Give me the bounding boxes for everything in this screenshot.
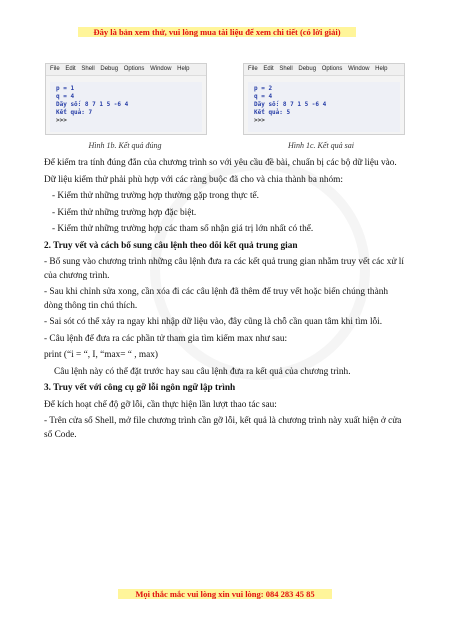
menu-window[interactable]: Window <box>150 66 172 72</box>
paragraph: - Trên cửa sổ Shell, mở file chương trình cần gỡ lỗi, kết quả là chương trình này xuất hiện ở cửa sổ Code. <box>44 416 402 440</box>
shell-output <box>50 82 202 132</box>
section-heading: 2. Truy vết và cách bổ sung câu lệnh theo dõi kết quả trung gian <box>44 240 298 251</box>
menu-shell[interactable]: Shell <box>279 66 293 72</box>
menu-help[interactable]: Help <box>375 66 388 72</box>
menu-help[interactable]: Help <box>177 66 190 72</box>
code-line: print (“i = “, I, “max= “ , max) <box>44 350 159 360</box>
menu-file[interactable]: File <box>50 66 60 72</box>
menu-shell[interactable]: Shell <box>81 66 95 72</box>
contact-banner: Mọi thắc mắc vui lòng xin vui lòng: 084 283 45 85 <box>118 589 332 599</box>
output-line: Dãy số: 8 7 1 5 -6 4 <box>56 101 129 108</box>
menu-file[interactable]: File <box>248 66 258 72</box>
shell-menubar <box>244 64 404 76</box>
output-line: Dãy số: 8 7 1 5 -6 4 <box>254 101 327 108</box>
menu-debug[interactable]: Debug <box>298 66 317 72</box>
shell-window-correct <box>45 63 207 135</box>
menu-edit[interactable]: Edit <box>263 66 274 72</box>
menu-options[interactable]: Options <box>123 66 145 72</box>
shell-prompt: >>> <box>254 117 265 124</box>
paragraph: - Sai sót có thể xảy ra ngay khi nhập dữ liệu vào, đây cũng là chỗ cần quan tâm khi tìm lỗi. <box>44 317 383 327</box>
menu-options[interactable]: Options <box>321 66 343 72</box>
paragraph: - Bổ sung vào chương trình những câu lệnh đưa ra các kết quả trung gian nhằm truy vết các xử lí của chương trình. <box>44 257 404 281</box>
section-heading: 3. Truy vết với công cụ gỡ lỗi ngôn ngữ lập trình <box>44 383 236 393</box>
output-line: p = 1 <box>56 85 75 92</box>
paragraph: Để kiểm tra tính đúng đắn của chương trình so với yêu cầu đề bài, chuẩn bị các bộ dữ liệu vào. <box>44 158 397 168</box>
menu-edit[interactable]: Edit <box>65 66 76 72</box>
menu-window[interactable]: Window <box>348 66 370 72</box>
figure-caption-wrong: Hình 1c. Kết quả sai <box>288 141 354 150</box>
shell-output <box>248 82 400 132</box>
output-line: q = 4 <box>254 93 273 100</box>
output-line: Kết quả: 7 <box>56 109 93 116</box>
menu-debug[interactable]: Debug <box>100 66 119 72</box>
shell-prompt: >>> <box>56 117 67 124</box>
paragraph: Để kích hoạt chế độ gỡ lỗi, cần thực hiện lần lượt thao tác sau: <box>44 399 277 410</box>
paragraph: - Sau khi chỉnh sửa xong, cần xóa đi các câu lệnh đã thêm để truy vết hoặc biến chúng thành dòng thông tin chú thích. <box>44 287 389 311</box>
bullet-item: - Kiểm thử những trường hợp các tham số nhận giá trị lớn nhất có thể. <box>52 224 314 234</box>
output-line: p = 2 <box>254 85 273 92</box>
shell-menubar <box>46 64 206 76</box>
paragraph: Câu lệnh này có thể đặt trước hay sau câu lệnh đưa ra kết quả của chương trình. <box>54 366 351 377</box>
preview-banner: Đây là bản xem thử, vui lòng mua tài liệu để xem chi tiết (có lời giải) <box>78 27 356 37</box>
figure-caption-correct: Hình 1b. Kết quả đúng <box>88 141 162 150</box>
bullet-item: - Kiểm thử những trường hợp thường gặp trong thực tế. <box>52 191 260 201</box>
bullet-item: - Kiểm thử những trường hợp đặc biệt. <box>52 207 197 218</box>
paragraph: Dữ liệu kiểm thử phải phù hợp với các ràng buộc đã cho và chia thành ba nhóm: <box>44 174 343 185</box>
document-body <box>44 157 406 442</box>
shell-window-wrong <box>243 63 405 135</box>
paragraph: - Câu lệnh để đưa ra các phần tử tham gia tìm kiếm max như sau: <box>44 333 288 344</box>
output-line: q = 4 <box>56 93 75 100</box>
output-line: Kết quả: 5 <box>254 109 291 116</box>
